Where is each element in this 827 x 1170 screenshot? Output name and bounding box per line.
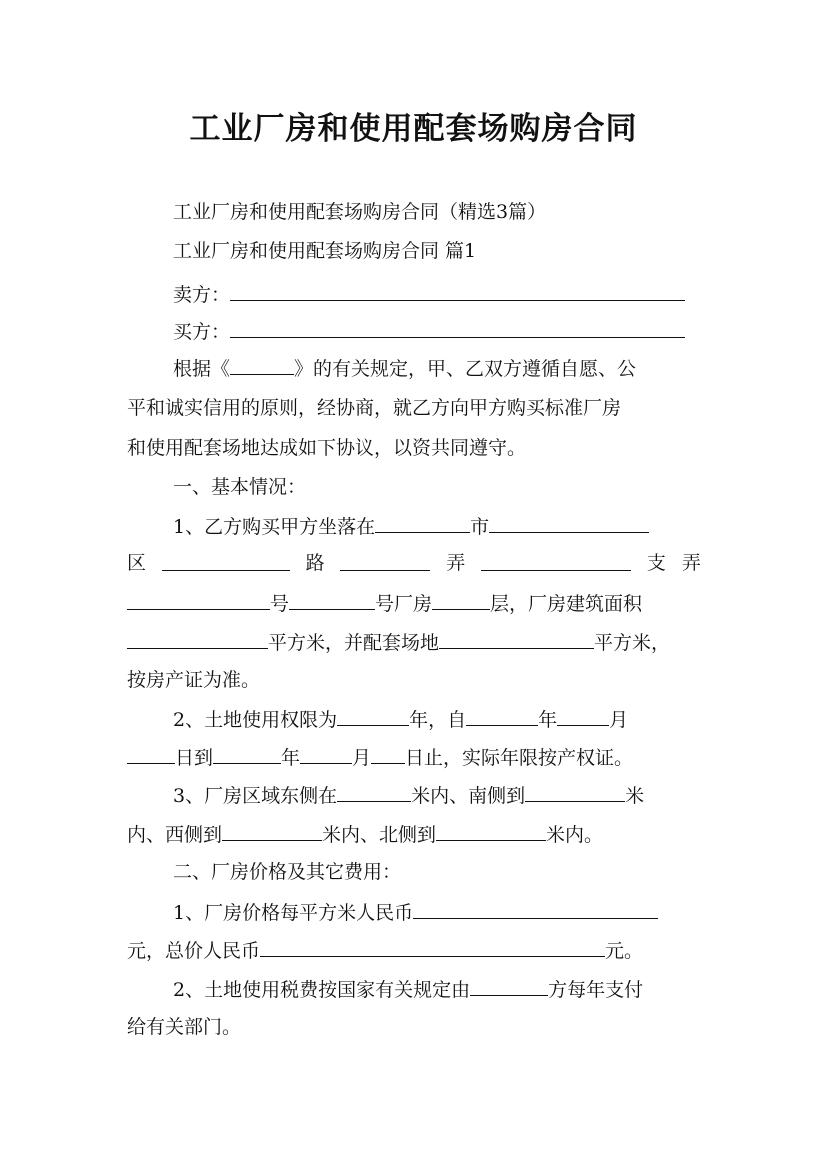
blank — [489, 513, 649, 533]
intro-line-1 — [127, 355, 701, 381]
blank — [162, 551, 290, 571]
lane-label: 弄 — [446, 552, 466, 574]
text: 内、西侧到 — [127, 824, 223, 846]
seller-blank — [230, 281, 685, 301]
item2-text: 2、土地使用权限为 — [173, 709, 338, 731]
item3-text: 3、厂房区域东侧在 — [173, 785, 338, 807]
blank — [413, 899, 658, 919]
buyer-blank — [230, 318, 685, 338]
buyer-line — [127, 318, 701, 344]
blank — [260, 937, 605, 957]
blank — [375, 513, 470, 533]
blank — [439, 629, 594, 649]
total-price-text: 元，总价人民币 — [127, 940, 261, 962]
blank — [436, 821, 546, 841]
seller-label: 卖方： — [173, 284, 231, 306]
site-label: 平方米，并配套场地 — [268, 632, 440, 654]
text: 元。 — [605, 940, 644, 962]
text: 米内、南侧到 — [411, 785, 526, 807]
blank — [525, 782, 625, 802]
text: 月 — [609, 709, 629, 731]
document-title: 工业厂房和使用配套场购房合同 — [189, 111, 638, 147]
text: 米内。 — [546, 824, 604, 846]
item1-line-3 — [127, 590, 701, 616]
blank — [466, 706, 538, 726]
blank — [127, 629, 268, 649]
seller-line — [127, 281, 701, 307]
floor-area-label: 层，厂房建筑面积 — [490, 593, 643, 615]
blank — [222, 821, 322, 841]
intro-line-2: 平和诚实信用的原则，经协商，就乙方向甲方购买标准厂房 — [127, 397, 622, 419]
text: 年 — [281, 747, 301, 769]
item1-line-4 — [127, 629, 701, 655]
price2-line-2: 给有关部门。 — [127, 1016, 242, 1038]
subtitle: 工业厂房和使用配套场购房合同（精选3篇） — [173, 201, 547, 223]
blank — [481, 551, 631, 571]
blank — [337, 706, 409, 726]
blank — [127, 590, 270, 610]
intro-text-a: 根据《 — [173, 358, 231, 380]
city-label: 市 — [470, 516, 490, 538]
text: 米内、北侧到 — [322, 824, 437, 846]
district-label: 区 — [127, 552, 147, 574]
road-label: 路 — [305, 552, 325, 574]
item3-line-2 — [127, 821, 701, 847]
number-label: 号 — [270, 593, 290, 615]
text: 年，自 — [409, 709, 467, 731]
sqm-label: 平方米， — [594, 632, 671, 654]
text: 日到 — [175, 747, 214, 769]
blank — [213, 744, 281, 764]
price1-line-2 — [127, 937, 701, 963]
blank — [127, 744, 175, 764]
land-tax-text: 2、土地使用税费按国家有关规定由 — [173, 979, 471, 1001]
intro-line-3: 和使用配套场地达成如下协议，以资共同遵守。 — [127, 437, 527, 459]
chapter-heading: 工业厂房和使用配套场购房合同 篇1 — [173, 240, 477, 262]
item3-line-1 — [127, 782, 701, 808]
section-1-heading: 一、基本情况： — [173, 476, 307, 498]
price1-line-1 — [127, 899, 701, 925]
blank — [432, 590, 490, 610]
building-label: 号厂房 — [375, 593, 433, 615]
item1-line-1 — [127, 513, 701, 539]
blank — [371, 744, 405, 764]
item1-text: 1、乙方购买甲方坐落在 — [173, 516, 376, 538]
blank — [470, 976, 548, 996]
text: 月 — [352, 747, 372, 769]
blank — [337, 782, 411, 802]
item2-line-1 — [127, 706, 701, 732]
item1-line-5: 按房产证为准。 — [127, 669, 261, 691]
text: 年 — [538, 709, 558, 731]
blank — [289, 590, 375, 610]
section-2-heading: 二、厂房价格及其它费用： — [173, 861, 402, 883]
intro-text-b: 》的有关规定，甲、乙双方遵循自愿、公 — [294, 358, 637, 380]
text: 日止，实际年限按产权证。 — [405, 747, 634, 769]
price-per-sqm-text: 1、厂房价格每平方米人民币 — [173, 902, 414, 924]
blank — [300, 744, 352, 764]
blank — [340, 551, 430, 571]
text: 米 — [625, 785, 645, 807]
buyer-label: 买方： — [173, 321, 231, 343]
law-name-blank — [230, 355, 294, 375]
text: 方每年支付 — [548, 979, 644, 1001]
item2-line-2 — [127, 744, 701, 770]
sublane-label: 支弄 — [646, 552, 717, 574]
blank — [557, 706, 609, 726]
price2-line-1 — [127, 976, 701, 1002]
item1-line-2 — [127, 551, 717, 575]
